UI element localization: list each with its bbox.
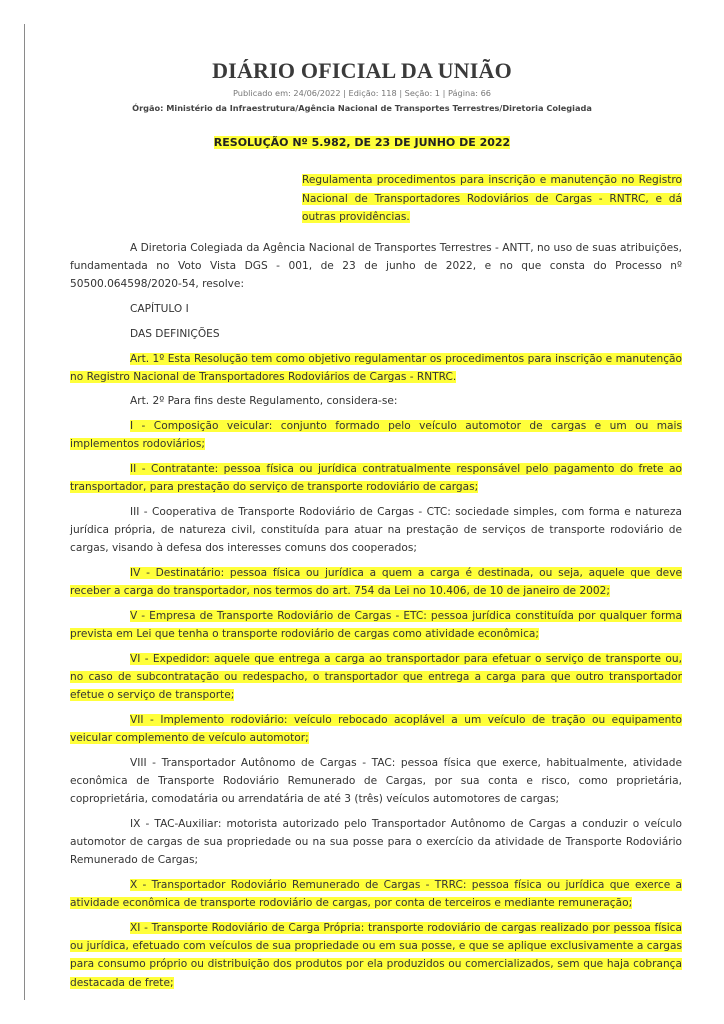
paragraph-text: Art. 2º Para fins deste Regulamento, considera-se:: [130, 395, 398, 408]
paragraph: [70, 503, 682, 558]
paragraph: [70, 300, 682, 318]
paragraph-text: VIII - Transportador Autônomo de Cargas - TAC: pessoa física que exerce, habitualmente, atividade econômica de Transporte Rodoviário Remunerado de Cargas, por sua conta e risco, como proprietária, coproprietária, comodatária ou arrendatária de até 3 (três) veículos automotores de cargas;: [70, 756, 682, 806]
highlighted-text: XI - Transporte Rodoviário de Carga Própria: transporte rodoviário de cargas realizado por pessoa física ou jurídica, efetuado com veículos de sua propriedade ou em sua posse, e que se aplique exclusivamente a cargas para consumo próprio ou distribuição dos produtos por ela produzidos ou comercializados, sem que haja cobrança destacada de frete;: [70, 922, 682, 989]
highlighted-text: IV - Destinatário: pessoa física ou jurídica a quem a carga é destinada, ou seja, aquele que deve receber a carga do transportador, nos termos do art. 754 da Lei no 10.406, de 10 de janeiro de 2002;: [70, 567, 682, 598]
highlighted-text: X - Transportador Rodoviário Remunerado de Cargas - TRRC: pessoa física ou jurídica que exerce a atividade econômica de transporte rodoviário de cargas, por conta de terceiros e mediante remuneração;: [70, 879, 682, 910]
paragraph: [70, 650, 682, 705]
resolution-title: RESOLUÇÃO Nº 5.982, DE 23 DE JUNHO DE 2022: [213, 136, 511, 149]
paragraph: [70, 564, 682, 600]
highlighted-text: VII - Implemento rodoviário: veículo rebocado acoplável a um veículo de tração ou equipamento veicular complemento de veículo automotor;: [70, 713, 682, 745]
paragraph: [70, 711, 682, 747]
paragraph-text: IX - TAC-Auxiliar: motorista autorizado pelo Transportador Autônomo de Cargas a conduzir o veículo automotor de cargas de sua propriedade ou na sua posse para o exercício da atividade de Transporte Rodoviário Remunerado de Cargas;: [70, 817, 682, 867]
paragraph: [70, 815, 682, 870]
paragraph-text: CAPÍTULO I: [130, 303, 189, 316]
resolution-title-block: [0, 136, 724, 149]
paragraph: [70, 239, 682, 294]
highlighted-text: Art. 1º Esta Resolução tem como objetivo regulamentar os procedimentos para inscrição e manutenção no Registro Nacional de Transportadores Rodoviários de Cargas - RNTRC.: [70, 352, 682, 383]
highlighted-text: VI - Expedidor: aquele que entrega a carga ao transportador para efetuar o serviço de transporte ou, no caso de subcontratação ou redespacho, o transportador que entrega a carga para que outro transportador efetue o serviço de transporte;: [70, 652, 682, 702]
paragraph-text: III - Cooperativa de Transporte Rodoviário de Cargas - CTC: sociedade simples, com forma e natureza jurídica própria, de natureza civil, constituída para atuar na prestação de serviços de transporte rodoviário de cargas, visando à defesa dos interesses comuns dos cooperados;: [70, 505, 682, 555]
paragraph: [70, 919, 682, 992]
paragraph: [70, 392, 682, 410]
page-title: DIÁRIO OFICIAL DA UNIÃO: [212, 58, 512, 83]
paragraph: [70, 417, 682, 453]
paragraph: [70, 350, 682, 386]
highlighted-text: II - Contratante: pessoa física ou jurídica contratualmente responsável pelo pagamento do frete ao transportador, para prestação do serviço de transporte rodoviário de cargas;: [70, 463, 682, 494]
ementa-text: Regulamenta procedimentos para inscrição e manutenção no Registro Nacional de Transportadores Rodoviários de Cargas - RNTRC, e dá outras providências.: [302, 174, 682, 223]
paragraph-text: DAS DEFINIÇÕES: [130, 327, 220, 340]
paragraph: [70, 460, 682, 496]
paragraph: [70, 754, 682, 809]
orgao-line: Órgão: Ministério da Infraestrutura/Agência Nacional de Transportes Terrestres/Diretoria Colegiada: [132, 103, 592, 113]
document-body: [70, 239, 682, 998]
paragraph: [70, 607, 682, 643]
paragraph-text: A Diretoria Colegiada da Agência Nacional de Transportes Terrestres - ANTT, no uso de suas atribuições, fundamentada no Voto Vista DGS - 001, de 23 de junho de 2022, e no que consta do Processo nº 50500.064598/2020-54, resolve:: [70, 242, 682, 291]
highlighted-text: V - Empresa de Transporte Rodoviário de Cargas - ETC: pessoa jurídica constituída por qualquer forma prevista em Lei que tenha o transporte rodoviário de cargas como atividade econômica;: [70, 609, 682, 641]
publication-info: Publicado em: 24/06/2022 | Edição: 118 | Seção: 1 | Página: 66: [232, 88, 492, 98]
paragraph: [70, 876, 682, 912]
paragraph: [70, 325, 682, 343]
highlighted-text: I - Composição veicular: conjunto formado pelo veículo automotor de cargas e um ou mais implementos rodoviários;: [70, 420, 682, 451]
ementa-block: [302, 171, 682, 227]
page-margin-line: [24, 24, 25, 1000]
